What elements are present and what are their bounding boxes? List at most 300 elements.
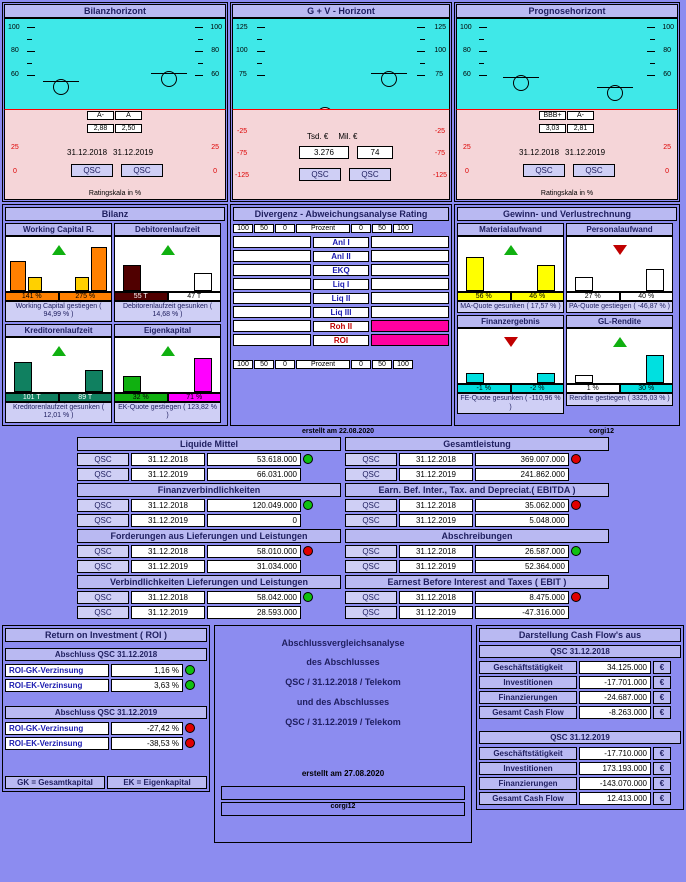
panel-divergenz bbox=[230, 204, 452, 426]
axis-label: 80 bbox=[663, 47, 671, 54]
qsc-button[interactable]: QSC bbox=[77, 499, 129, 512]
metric-value: 1 % bbox=[566, 384, 620, 393]
trend-up-icon bbox=[161, 245, 175, 255]
qsc-button[interactable]: QSC bbox=[77, 591, 129, 604]
status-indicator-green bbox=[303, 592, 313, 602]
divergenz-row bbox=[233, 320, 449, 332]
metric-note: Rendite gestiegen ( 3325,03 % ) bbox=[566, 393, 673, 405]
currency-symbol: € bbox=[653, 661, 671, 674]
table-block bbox=[345, 483, 609, 527]
panel-prognosehorizont bbox=[454, 2, 680, 202]
divergenz-bar-right bbox=[371, 250, 449, 262]
qsc-button[interactable]: QSC bbox=[523, 164, 565, 177]
metric-bar-chart bbox=[457, 236, 564, 292]
metric-note: FE-Quote gesunken ( -110,96 % ) bbox=[457, 393, 564, 414]
metric-title: Finanzergebnis bbox=[457, 315, 564, 328]
table-title: Finanzverbindlichkeiten bbox=[77, 483, 341, 497]
divergenz-row bbox=[233, 334, 449, 346]
currency-symbol: € bbox=[653, 792, 671, 805]
qsc-button[interactable]: QSC bbox=[77, 514, 129, 527]
metric-bar-chart bbox=[566, 236, 673, 292]
cashflow-label: Investitionen bbox=[479, 676, 577, 689]
divergenz-scale-bottom bbox=[233, 360, 449, 369]
table-title: Gesamtleistung bbox=[345, 437, 609, 451]
divergenz-bar-right bbox=[371, 264, 449, 276]
scale-tick: 0 bbox=[275, 224, 295, 233]
metric-value: 46 % bbox=[511, 292, 565, 301]
date-cell: 31.12.2019 bbox=[399, 514, 473, 527]
rating-value: 2,88 bbox=[87, 124, 114, 133]
metric-value: 71 % bbox=[168, 393, 222, 402]
roi-value: 3,63 % bbox=[111, 679, 183, 692]
qsc-button[interactable]: QSC bbox=[299, 168, 341, 181]
panel-guv-horizont bbox=[230, 2, 452, 202]
amount-cell: 28.593.000 bbox=[207, 606, 301, 619]
bottom-row bbox=[0, 623, 686, 845]
gauge-row bbox=[0, 0, 686, 202]
rating-values bbox=[539, 124, 594, 133]
axis-label: 80 bbox=[11, 47, 19, 54]
roi-value: -27,42 % bbox=[111, 722, 183, 735]
divergenz-bar-left bbox=[233, 306, 311, 318]
divergenz-scale-top bbox=[233, 224, 449, 233]
axis-label: 60 bbox=[663, 71, 671, 78]
rating-values bbox=[87, 124, 142, 133]
divergenz-label[interactable]: Anl I bbox=[313, 237, 369, 248]
roi-value: -38,53 % bbox=[111, 737, 183, 750]
amount-cell: 8.475.000 bbox=[475, 591, 569, 604]
divergenz-bar-left bbox=[233, 250, 311, 262]
qsc-button[interactable]: QSC bbox=[345, 591, 397, 604]
status-indicator-red bbox=[571, 500, 581, 510]
scale-tick: 50 bbox=[254, 224, 274, 233]
axis-label: 60 bbox=[463, 71, 471, 78]
panel-title: Darstellung Cash Flow's aus bbox=[479, 628, 681, 642]
amount-cell: 31.034.000 bbox=[207, 560, 301, 573]
table-title: Earn. Bef. Inter., Tax. and Depreciat.( EBITDA ) bbox=[345, 483, 609, 497]
rating-grade: BBB+ bbox=[539, 111, 566, 120]
table-title: Liquide Mittel bbox=[77, 437, 341, 451]
panel-bilanz bbox=[2, 204, 228, 426]
metric-title: Debitorenlaufzeit bbox=[114, 223, 221, 236]
axis-label: 25 bbox=[211, 144, 219, 151]
date-cell: 31.12.2018 bbox=[131, 591, 205, 604]
axis-label: 25 bbox=[463, 144, 471, 151]
axis-label: 0 bbox=[13, 168, 17, 175]
date-cell: 31.12.2018 bbox=[399, 453, 473, 466]
trend-down-icon bbox=[613, 245, 627, 255]
panel-title: Return on Investment ( ROI ) bbox=[5, 628, 207, 642]
table-title: Earnest Before Interest and Taxes ( EBIT ) bbox=[345, 575, 609, 589]
rating-grade: A- bbox=[87, 111, 114, 120]
qsc-button[interactable]: QSC bbox=[345, 499, 397, 512]
axis-label: 80 bbox=[463, 47, 471, 54]
cashflow-label: Gesamt Cash Flow bbox=[479, 792, 577, 805]
cashflow-label: Investitionen bbox=[479, 762, 577, 775]
divergenz-row bbox=[233, 306, 449, 318]
divergenz-rows bbox=[233, 236, 449, 346]
cashflow-value: -17.710.000 bbox=[579, 747, 651, 760]
axis-label: 125 bbox=[434, 24, 446, 31]
metric-value: -2 % bbox=[511, 384, 565, 393]
analysis-row bbox=[0, 202, 686, 428]
qsc-button[interactable]: QSC bbox=[345, 453, 397, 466]
cashflow-value: -143.070.000 bbox=[579, 777, 651, 790]
metric-title: Materialaufwand bbox=[457, 223, 564, 236]
metric-note: Working Capital gestiegen ( 94,99 % ) bbox=[5, 301, 112, 322]
date-cell: 31.12.2019 bbox=[131, 606, 205, 619]
panel-roi bbox=[2, 625, 210, 792]
axis-label: 60 bbox=[211, 71, 219, 78]
currency-symbol: € bbox=[653, 691, 671, 704]
metric-bar-chart bbox=[114, 236, 221, 292]
unit-label: Mil. € bbox=[338, 132, 358, 141]
guv-value: 3.276 bbox=[299, 146, 349, 159]
cashflow-value: 173.193.000 bbox=[579, 762, 651, 775]
date-cell: 31.12.2019 bbox=[131, 560, 205, 573]
guv-value: 74 bbox=[357, 146, 393, 159]
metric-value: -1 % bbox=[457, 384, 511, 393]
metric-block bbox=[566, 315, 673, 414]
status-indicator-red bbox=[185, 723, 195, 733]
created-line bbox=[0, 428, 686, 435]
date-cell: 31.12.2019 bbox=[399, 560, 473, 573]
amount-cell: 35.062.000 bbox=[475, 499, 569, 512]
currency-symbol: € bbox=[653, 706, 671, 719]
scale-tick: 0 bbox=[275, 360, 295, 369]
roi-value: 1,16 % bbox=[111, 664, 183, 677]
gauge-footer: Ratingskala in % bbox=[88, 190, 142, 197]
trend-up-icon bbox=[161, 346, 175, 356]
divergenz-label[interactable]: Liq II bbox=[313, 293, 369, 304]
amount-cell: 58.010.000 bbox=[207, 545, 301, 558]
currency-symbol: € bbox=[653, 747, 671, 760]
table-title: Forderungen aus Lieferungen und Leistungen bbox=[77, 529, 341, 543]
panel-title: Prognosehorizont bbox=[456, 4, 678, 18]
amount-cell: 53.618.000 bbox=[207, 453, 301, 466]
axis-label: 0 bbox=[213, 168, 217, 175]
cashflow-section-heading: QSC 31.12.2019 bbox=[479, 731, 681, 744]
status-indicator-red bbox=[185, 738, 195, 748]
axis-label: 100 bbox=[236, 47, 248, 54]
summary-created: erstellt am 27.08.2020 bbox=[301, 768, 385, 778]
amount-cell: 0 bbox=[207, 514, 301, 527]
axis-label: 75 bbox=[435, 71, 443, 78]
gauge-date: 31.12.2019 bbox=[565, 148, 606, 157]
amount-cell: 66.031.000 bbox=[207, 468, 301, 481]
divergenz-bar-right bbox=[371, 236, 449, 248]
axis-label: 100 bbox=[662, 24, 674, 31]
divergenz-label[interactable]: ROI bbox=[313, 335, 369, 346]
table-block bbox=[345, 437, 609, 481]
metric-value: 275 % bbox=[59, 292, 113, 301]
divergenz-bar-left bbox=[233, 264, 311, 276]
metric-title: Working Capital R. bbox=[5, 223, 112, 236]
rating-boxes bbox=[539, 111, 594, 120]
metric-title: Eigenkapital bbox=[114, 324, 221, 337]
axis-label: 0 bbox=[465, 168, 469, 175]
amount-cell: -47.316.000 bbox=[475, 606, 569, 619]
status-indicator-green bbox=[303, 454, 313, 464]
scale-center-label: Prozent bbox=[296, 360, 350, 369]
metric-block bbox=[114, 324, 221, 423]
currency-symbol: € bbox=[653, 676, 671, 689]
amount-cell: 241.862.000 bbox=[475, 468, 569, 481]
metric-note: EK-Quote gestiegen ( 123,82 % ) bbox=[114, 402, 221, 423]
panel-cashflow bbox=[476, 625, 684, 810]
axis-label: -25 bbox=[434, 128, 445, 135]
metric-value: 101 T bbox=[5, 393, 59, 402]
status-indicator-green bbox=[185, 665, 195, 675]
rating-boxes bbox=[87, 111, 142, 120]
date-cell: 31.12.2018 bbox=[131, 453, 205, 466]
axis-label: 100 bbox=[210, 24, 222, 31]
divergenz-label[interactable]: Liq III bbox=[313, 307, 369, 318]
metric-value: 27 % bbox=[566, 292, 620, 301]
date-cell: 31.12.2019 bbox=[399, 468, 473, 481]
gauge-date: 31.12.2018 bbox=[519, 148, 560, 157]
metric-block bbox=[5, 324, 112, 423]
metric-value: 32 % bbox=[114, 393, 168, 402]
divergenz-bar-right bbox=[371, 292, 449, 304]
amount-cell: 52.364.000 bbox=[475, 560, 569, 573]
trend-down-icon bbox=[504, 337, 518, 347]
trend-up-icon bbox=[52, 245, 66, 255]
axis-label: 75 bbox=[239, 71, 247, 78]
table-block bbox=[77, 529, 341, 573]
divergenz-row bbox=[233, 250, 449, 262]
unit-label: Tsd. € bbox=[307, 132, 329, 141]
qsc-button[interactable]: QSC bbox=[345, 468, 397, 481]
metric-bar-chart bbox=[457, 328, 564, 384]
panel-summary bbox=[214, 625, 472, 843]
metric-bar-chart bbox=[566, 328, 673, 384]
cashflow-value: -24.687.000 bbox=[579, 691, 651, 704]
qsc-button[interactable]: QSC bbox=[77, 453, 129, 466]
status-indicator-red bbox=[571, 592, 581, 602]
date-cell: 31.12.2018 bbox=[399, 499, 473, 512]
axis-label: 60 bbox=[11, 71, 19, 78]
roi-legend-ek: EK = Eigenkapital bbox=[107, 776, 207, 789]
statements-row bbox=[0, 435, 686, 623]
qsc-button[interactable]: QSC bbox=[349, 168, 391, 181]
table-block bbox=[77, 483, 341, 527]
statements-left bbox=[77, 437, 341, 621]
divergenz-bar-right bbox=[371, 278, 449, 290]
divergenz-bar-left bbox=[233, 320, 311, 332]
cashflow-section-heading: QSC 31.12.2018 bbox=[479, 645, 681, 658]
axis-label: 100 bbox=[460, 24, 472, 31]
roi-label: ROI-GK-Verzinsung bbox=[5, 722, 109, 735]
scale-tick: 100 bbox=[393, 360, 413, 369]
metric-note: Kreditorenlaufzeit gesunken ( 12,01 % ) bbox=[5, 402, 112, 423]
table-block bbox=[345, 575, 609, 619]
scale-tick: 50 bbox=[254, 360, 274, 369]
amount-cell: 369.007.000 bbox=[475, 453, 569, 466]
divergenz-row bbox=[233, 278, 449, 290]
rating-value: 3,03 bbox=[539, 124, 566, 133]
panel-title: G + V - Horizont bbox=[232, 4, 450, 18]
qsc-button[interactable]: QSC bbox=[345, 606, 397, 619]
rating-grade: A- bbox=[567, 111, 594, 120]
axis-label: 100 bbox=[434, 47, 446, 54]
roi-label: ROI-EK-Verzinsung bbox=[5, 679, 109, 692]
qsc-button[interactable]: QSC bbox=[345, 560, 397, 573]
axis-label: -125 bbox=[235, 172, 250, 179]
axis-label: -125 bbox=[432, 172, 447, 179]
date-cell: 31.12.2019 bbox=[399, 606, 473, 619]
metric-block bbox=[457, 315, 564, 414]
metric-block bbox=[5, 223, 112, 322]
metric-value: 40 % bbox=[620, 292, 674, 301]
author-tag: corgi12 bbox=[589, 427, 614, 435]
cashflow-label: Gesamt Cash Flow bbox=[479, 706, 577, 719]
roi-label: ROI-GK-Verzinsung bbox=[5, 664, 109, 677]
status-indicator-green bbox=[303, 500, 313, 510]
date-cell: 31.12.2019 bbox=[131, 468, 205, 481]
axis-label: 0 bbox=[665, 168, 669, 175]
date-cell: 31.12.2018 bbox=[399, 545, 473, 558]
status-indicator-red bbox=[571, 454, 581, 464]
cashflow-label: Geschäftstätigkeit bbox=[479, 747, 577, 760]
amount-cell: 5.048.000 bbox=[475, 514, 569, 527]
rating-grade: A bbox=[115, 111, 142, 120]
divergenz-bar-left bbox=[233, 334, 311, 346]
axis-label: 125 bbox=[236, 24, 248, 31]
currency-symbol: € bbox=[653, 777, 671, 790]
gauge-upper-area bbox=[456, 18, 678, 110]
scale-tick: 100 bbox=[233, 360, 253, 369]
divergenz-label[interactable]: Liq I bbox=[313, 279, 369, 290]
metric-note: Debitorenlaufzeit gesunken ( 14,68 % ) bbox=[114, 301, 221, 322]
panel-bilanzhorizont bbox=[2, 2, 228, 202]
cashflow-label: Geschäftstätigkeit bbox=[479, 661, 577, 674]
metric-title: GL-Rendite bbox=[566, 315, 673, 328]
status-indicator-red bbox=[303, 546, 313, 556]
rating-value: 2,50 bbox=[115, 124, 142, 133]
scale-tick: 50 bbox=[372, 224, 392, 233]
metric-value: 89 T bbox=[59, 393, 113, 402]
divergenz-bar-left bbox=[233, 278, 311, 290]
statements-right bbox=[345, 437, 609, 621]
axis-label: -25 bbox=[237, 128, 248, 135]
date-cell: 31.12.2018 bbox=[131, 499, 205, 512]
divergenz-row bbox=[233, 236, 449, 248]
summary-line: des Abschlusses bbox=[306, 657, 380, 668]
axis-label: 80 bbox=[211, 47, 219, 54]
metric-title: Personalaufwand bbox=[566, 223, 673, 236]
metric-title: Kreditorenlaufzeit bbox=[5, 324, 112, 337]
axis-label: 25 bbox=[11, 144, 19, 151]
amount-cell: 58.042.000 bbox=[207, 591, 301, 604]
created-date: erstellt am 22.08.2020 bbox=[302, 427, 374, 435]
qsc-button[interactable]: QSC bbox=[345, 545, 397, 558]
table-block bbox=[77, 575, 341, 619]
divergenz-label[interactable]: EKQ bbox=[313, 265, 369, 276]
scale-tick: 0 bbox=[351, 360, 371, 369]
divergenz-label[interactable]: Roh II bbox=[313, 321, 369, 332]
status-indicator-green bbox=[185, 680, 195, 690]
metric-value: 30 % bbox=[620, 384, 674, 393]
metric-value: 141 % bbox=[5, 292, 59, 301]
qsc-button[interactable]: QSC bbox=[71, 164, 113, 177]
gauge-upper-area bbox=[4, 18, 226, 110]
amount-cell: 120.049.000 bbox=[207, 499, 301, 512]
qsc-button[interactable]: QSC bbox=[345, 514, 397, 527]
divergenz-row bbox=[233, 292, 449, 304]
qsc-button[interactable]: QSC bbox=[77, 545, 129, 558]
currency-symbol: € bbox=[653, 762, 671, 775]
divergenz-bar-left bbox=[233, 292, 311, 304]
gauge-footer: Ratingskala in % bbox=[540, 190, 594, 197]
gauge-date: 31.12.2018 bbox=[67, 148, 108, 157]
gauge-lower-area bbox=[232, 110, 450, 200]
divergenz-label[interactable]: Anl II bbox=[313, 251, 369, 262]
metric-bar-chart bbox=[5, 236, 112, 292]
summary-line: QSC / 31.12.2018 / Telekom bbox=[285, 677, 401, 688]
qsc-button[interactable]: QSC bbox=[573, 164, 615, 177]
metric-block bbox=[457, 223, 564, 313]
scale-tick: 100 bbox=[233, 224, 253, 233]
divergenz-bar-right bbox=[371, 334, 449, 346]
trend-up-icon bbox=[504, 245, 518, 255]
table-title: Abschreibungen bbox=[345, 529, 609, 543]
summary-tag: corgi12 bbox=[221, 802, 465, 816]
summary-line: QSC / 31.12.2019 / Telekom bbox=[285, 716, 401, 727]
rating-value: 2,81 bbox=[567, 124, 594, 133]
axis-label: 100 bbox=[8, 24, 20, 31]
scale-tick: 100 bbox=[393, 224, 413, 233]
panel-title: Bilanzhorizont bbox=[4, 4, 226, 18]
qsc-button[interactable]: QSC bbox=[77, 560, 129, 573]
trend-up-icon bbox=[52, 346, 66, 356]
cashflow-value: 34.125.000 bbox=[579, 661, 651, 674]
gauge-date: 31.12.2019 bbox=[113, 148, 154, 157]
axis-label: -75 bbox=[434, 150, 445, 157]
metric-block bbox=[114, 223, 221, 322]
cashflow-label: Finanzierungen bbox=[479, 777, 577, 790]
scale-tick: 0 bbox=[351, 224, 371, 233]
divergenz-bar-left bbox=[233, 236, 311, 248]
roi-section-heading: Abschluss QSC 31.12.2019 bbox=[5, 706, 207, 719]
gauge-lower-area bbox=[4, 110, 226, 200]
qsc-button[interactable]: QSC bbox=[77, 606, 129, 619]
roi-section-heading: Abschluss QSC 31.12.2018 bbox=[5, 648, 207, 661]
divergenz-bar-right bbox=[371, 320, 449, 332]
metric-note: PA-Quote gestiegen ( -46,87 % ) bbox=[566, 301, 673, 313]
summary-line: und des Abschlusses bbox=[296, 696, 390, 707]
panel-title: Divergenz - Abweichungsanalyse Rating bbox=[233, 207, 449, 221]
cashflow-label: Finanzierungen bbox=[479, 691, 577, 704]
panel-title: Bilanz bbox=[5, 207, 225, 221]
roi-label: ROI-EK-Verzinsung bbox=[5, 737, 109, 750]
divergenz-bar-right bbox=[371, 306, 449, 318]
table-block bbox=[345, 529, 609, 573]
date-cell: 31.12.2018 bbox=[131, 545, 205, 558]
metric-note: MA-Quote gesunken ( 17,57 % ) bbox=[457, 301, 564, 313]
qsc-button[interactable]: QSC bbox=[121, 164, 163, 177]
metric-block bbox=[566, 223, 673, 313]
metric-value: 47 T bbox=[168, 292, 222, 301]
metric-bar-chart bbox=[5, 337, 112, 393]
metric-bar-chart bbox=[114, 337, 221, 393]
qsc-button[interactable]: QSC bbox=[77, 468, 129, 481]
gauge-upper-area bbox=[232, 18, 450, 110]
metric-value: 56 % bbox=[457, 292, 511, 301]
status-indicator-green bbox=[571, 546, 581, 556]
cashflow-value: -8.263.000 bbox=[579, 706, 651, 719]
scale-tick: 50 bbox=[372, 360, 392, 369]
